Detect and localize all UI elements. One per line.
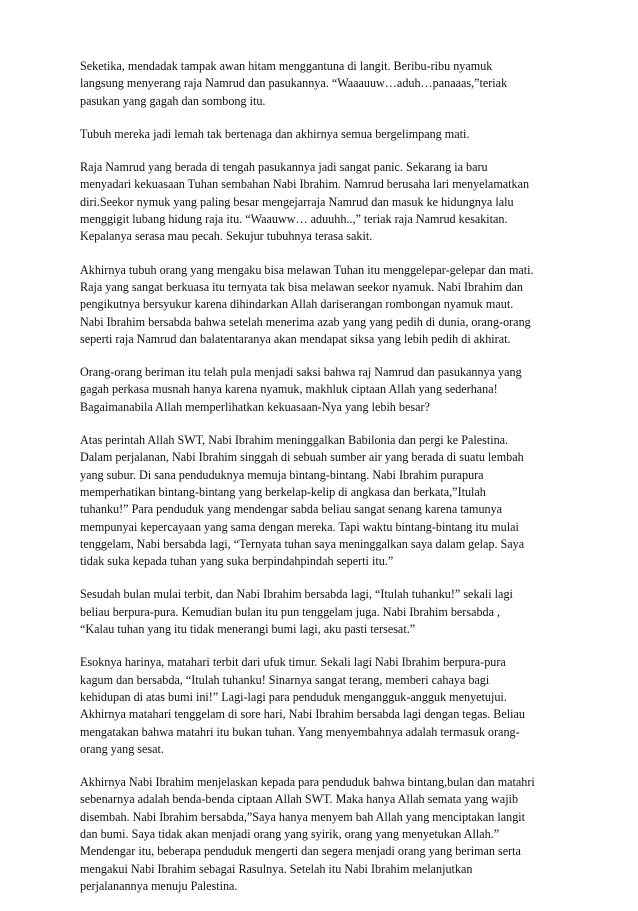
paragraph: [80, 432, 565, 570]
text-line: Dalam perjalanan, Nabi Ibrahim singgah di sebuah sumber air yang berada di suatu lembah: [80, 450, 524, 465]
text-line: Mendengar itu, beberapa penduduk mengerti dan segera menjadi orang yang beriman serta: [80, 844, 521, 859]
paragraph: [80, 126, 565, 143]
text-line: Raja yang sangat berkuasa itu ternyata tak bisa melawan seekor nyamuk. Nabi Ibrahim dan: [80, 279, 523, 294]
text-line: gagah perkasa musnah hanya karena nyamuk, makhluk ciptaan Allah yang sederhana!: [80, 382, 498, 397]
text-line: tidak suka kepada tuhan yang suka berpindahpindah seperti itu.”: [80, 554, 394, 569]
text-line: tuhanku!” Para penduduk yang mendengar sabda beliau sangat senang karena tamunya: [80, 502, 503, 517]
text-line: pengikutnya bersyukur karena dihindarkan Allah dariserangan rombongan nyamuk maut.: [80, 297, 514, 312]
paragraph: [80, 159, 565, 245]
text-line: perjalanannya menuju Palestina.: [80, 878, 238, 893]
text-line: memperhatikan bintang-bintang yang berkelap-kelip di angkasa dan berkata,”Itulah: [80, 484, 486, 499]
text-line: tenggelam, Nabi bersabda lagi, “Ternyata tuhan saya meninggalkan saya dalam gelap. Saya: [80, 536, 525, 551]
text-line: Atas perintah Allah SWT, Nabi Ibrahim meninggalkan Babilonia dan pergi ke Palestina.: [80, 433, 509, 448]
text-line: Sesudah bulan mulai terbit, dan Nabi Ibrahim bersabda lagi, “Itulah tuhanku!” sekali lagi: [80, 587, 513, 602]
text-line: seperti raja Namrud dan balatentaranya akan mendapat siksa yang lebih pedih di akhirat.: [80, 331, 511, 346]
text-line: Orang-orang beriman itu telah pula menjadi saksi bahwa raj Namrud dan pasukannya yang: [80, 365, 522, 380]
text-line: mempunyai kepercayaan yang sama dengan mereka. Tapi waktu bintang-bintang itu mulai: [80, 519, 519, 534]
text-line: yang subur. Di sana penduduknya memuja bintang-bintang. Nabi Ibrahim purapura: [80, 467, 484, 482]
paragraph: [80, 364, 565, 416]
text-line: Akhirnya tubuh orang yang mengaku bisa melawan Tuhan itu menggelepar-gelepar dan mati.: [80, 262, 534, 277]
text-line: kehidupan di atas bumi ini!” Lagi-lagi para penduduk mengangguk-angguk menyetujui.: [80, 689, 507, 704]
text-line: disembah. Nabi Ibrahim bersabda,”Saya hanya menyem bah Allah yang menciptakan langit: [80, 809, 526, 824]
paragraph: [80, 774, 565, 895]
text-line: Seketika, mendadak tampak awan hitam menggantuna di langit. Beribu-ribu nyamuk: [80, 59, 493, 73]
text-line: orang yang sesat.: [80, 741, 164, 756]
text-line: mengakui Nabi Ibrahim sebagai Rasulnya. Setelah itu Nabi Ibrahim melanjutkan: [80, 861, 473, 876]
text-line: Raja Namrud yang berada di tengah pasukannya jadi sangat panic. Sekarang ia baru: [80, 160, 488, 175]
text-line: Akhirnya Nabi Ibrahim menjelaskan kepada para penduduk bahwa bintang,bulan dan matahri: [80, 775, 535, 790]
document-page: [80, 58, 565, 911]
text-line: pasukan yang gagah dan sombong itu.: [80, 93, 266, 108]
text-line: “Kalau tuhan yang itu tidak menerangi bumi lagi, aku pasti tersesat.”: [80, 622, 416, 637]
paragraph: [80, 586, 565, 638]
paragraph: [80, 262, 565, 348]
text-line: sebenarnya adalah benda-benda ciptaan Allah SWT. Maka hanya Allah semata yang wajib: [80, 792, 519, 807]
paragraph: [80, 58, 565, 110]
text-line: kagum dan bersabda, “Itulah tuhanku! Sinarnya sangat terang, memberi cahaya bagi: [80, 672, 490, 687]
text-line: diri.Seekor nymuk yang paling besar mengejarraja Namrud dan masuk ke hidungnya lalu: [80, 194, 514, 209]
text-line: Nabi Ibrahim bersabda bahwa setelah menerima azab yang yang pedih di dunia, orang-orang: [80, 314, 531, 329]
text-line: dan bumi. Saya tidak akan menjadi orang yang syirik, orang yang menyetukan Allah.”: [80, 826, 500, 841]
paragraph: [80, 654, 565, 758]
text-line: Akhirnya matahari tenggelam di sore hari, Nabi Ibrahim bersabda lagi dengan tegas. Beliau: [80, 707, 526, 722]
text-line: mengatakan bahwa matahri itu bukan tuhan. Yang menyembahnya adalah termasuk orang-: [80, 724, 520, 739]
text-line: Bagaimanabila Allah memperlihatkan kekuasaan-Nya yang lebih besar?: [80, 399, 430, 414]
text-line: Esoknya harinya, matahari terbit dari ufuk timur. Sekali lagi Nabi Ibrahim berpura-pura: [80, 655, 506, 670]
text-line: menggigit lubang hidung raja itu. “Waauww… aduuhh..,” teriak raja Namrud kesakitan.: [80, 212, 508, 227]
text-line: Tubuh mereka jadi lemah tak bertenaga dan akhirnya semua bergelimpang mati.: [80, 126, 470, 141]
text-line: beliau berpura-pura. Kemudian bulan itu pun tenggelam juga. Nabi Ibrahim bersabda ,: [80, 604, 501, 619]
text-line: Kepalanya serasa mau pecah. Sekujur tubuhnya terasa sakit.: [80, 229, 373, 244]
text-line: langsung menyerang raja Namrud dan pasukannya. “Waaauuw…aduh…panaaas,”teriak: [80, 76, 508, 91]
text-line: menyadari kekuasaan Tuhan sembahan Nabi Ibrahim. Namrud berusaha lari menyelamatkan: [80, 177, 530, 192]
